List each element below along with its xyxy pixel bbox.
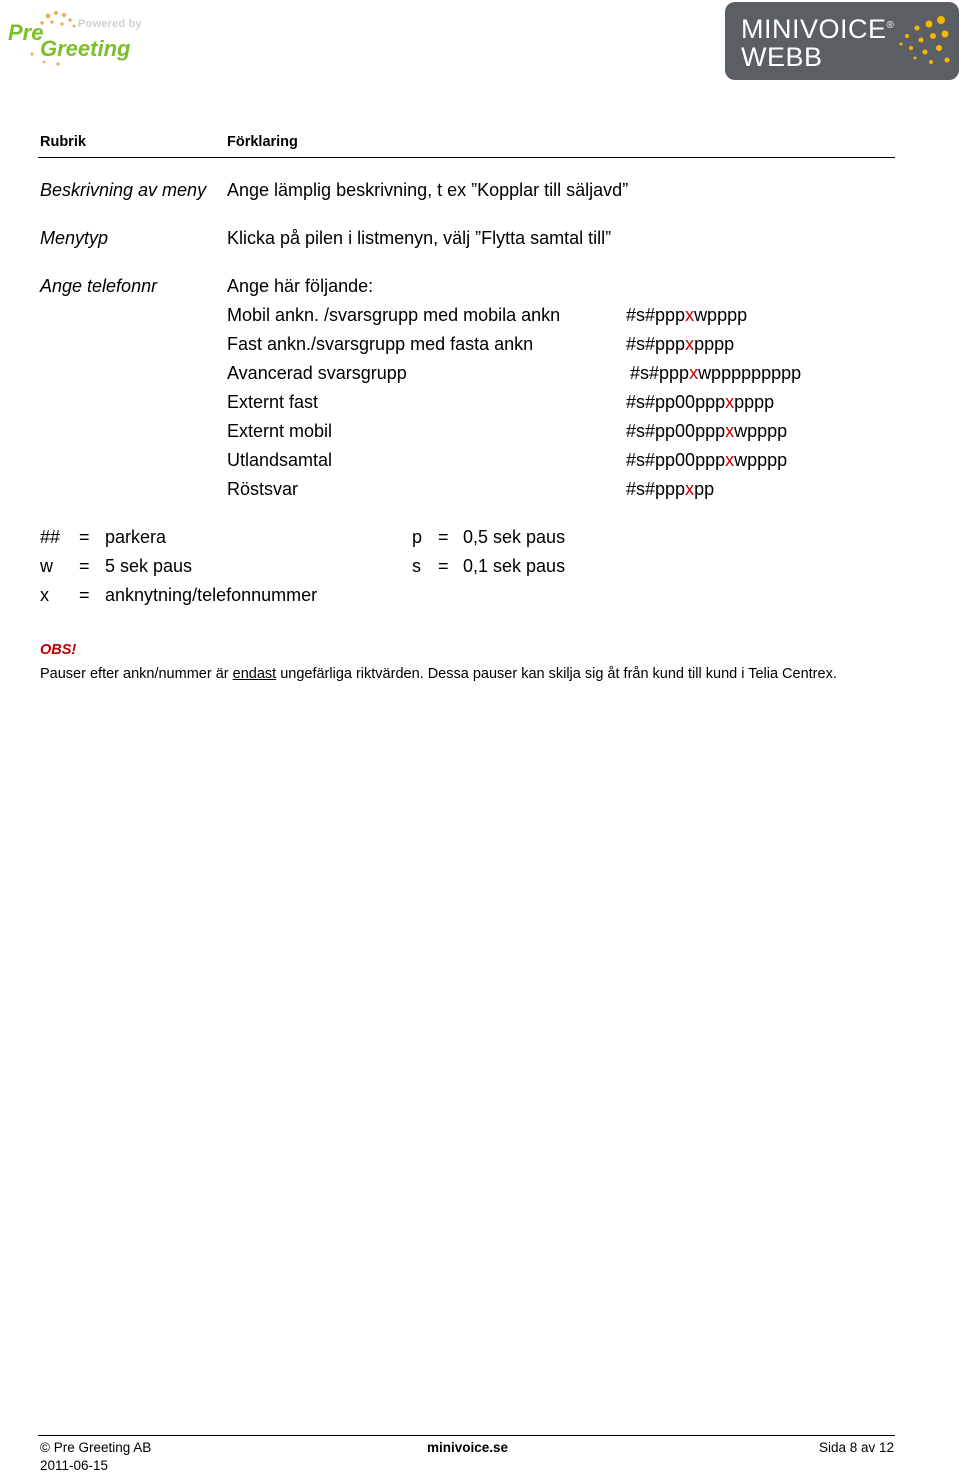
column-header-forklaring: Förklaring — [227, 134, 298, 150]
logo-line2: WEBB — [741, 42, 823, 72]
pregreeting-logo — [4, 6, 154, 68]
minivoice-webb-logo — [725, 2, 959, 80]
row-text-telefonnr: Ange här följande: — [227, 276, 374, 296]
obs-note: Pauser efter ankn/nummer är endast ungefärliga riktvärden. Dessa pauser kan skilja sig åt från kund till kund i Telia Centrex. — [40, 666, 837, 682]
code-name: Avancerad svarsgrupp — [227, 363, 407, 383]
code-name: Externt fast — [227, 392, 319, 412]
footer-copyright: © Pre Greeting AB — [40, 1440, 152, 1455]
row-label-beskrivning: Beskrivning av meny — [40, 180, 207, 200]
brand-pre-text: Pre — [8, 20, 44, 45]
legend-description: 0,1 sek paus — [463, 556, 566, 576]
row-text-beskrivning: Ange lämplig beskrivning, t ex ”Kopplar till säljavd” — [227, 180, 629, 200]
legend-equals: = — [79, 527, 90, 547]
legend-symbol: ## — [40, 527, 61, 547]
code-name: Fast ankn./svarsgrupp med fasta ankn — [227, 334, 534, 354]
footer-page-number: Sida 8 av 12 — [819, 1440, 895, 1455]
legend-symbol: x — [40, 585, 49, 605]
code-value: #s#pp00pppxpppp — [626, 392, 775, 412]
footer-site-link[interactable]: minivoice.se — [427, 1440, 509, 1455]
powered-by-text: Powered by — [78, 18, 142, 30]
legend-equals: = — [79, 585, 90, 605]
legend-equals: = — [438, 556, 449, 576]
code-name: Mobil ankn. /svarsgrupp med mobila ankn — [227, 305, 561, 325]
code-name: Utlandsamtal — [227, 450, 333, 470]
code-name: Röstsvar — [227, 479, 299, 499]
row-text-menytyp: Klicka på pilen i listmenyn, välj ”Flytta samtal till” — [227, 228, 612, 248]
header-divider — [38, 157, 895, 158]
legend-symbol: p — [412, 527, 423, 547]
code-value: #s#pppxwpppp — [626, 305, 748, 325]
code-value: #s#pp00pppxwpppp — [626, 450, 788, 470]
legend-description: parkera — [105, 527, 167, 547]
legend-equals: = — [438, 527, 449, 547]
logo-line1: MINIVOICE® — [741, 14, 895, 44]
legend-description: 0,5 sek paus — [463, 527, 566, 547]
code-value: #s#pp00pppxwpppp — [626, 421, 788, 441]
code-value: #s#pppxpp — [626, 479, 715, 499]
logo-dots-icon — [895, 14, 955, 74]
brand-greeting-text: Greeting — [40, 36, 131, 61]
code-name: Externt mobil — [227, 421, 333, 441]
row-label-telefonnr: Ange telefonnr — [40, 276, 158, 296]
column-header-rubrik: Rubrik — [40, 134, 86, 150]
row-label-menytyp: Menytyp — [40, 228, 109, 248]
obs-heading: OBS! — [40, 642, 77, 658]
code-value: #s#pppxwppppppppp — [630, 363, 802, 383]
legend-equals: = — [79, 556, 90, 576]
legend-description: anknytning/telefonnummer — [105, 585, 318, 605]
legend-description: 5 sek paus — [105, 556, 193, 576]
legend-symbol: w — [40, 556, 53, 576]
footer-divider — [38, 1435, 895, 1436]
footer-date: 2011-06-15 — [40, 1458, 109, 1473]
code-value: #s#pppxpppp — [626, 334, 735, 354]
legend-symbol: s — [412, 556, 421, 576]
